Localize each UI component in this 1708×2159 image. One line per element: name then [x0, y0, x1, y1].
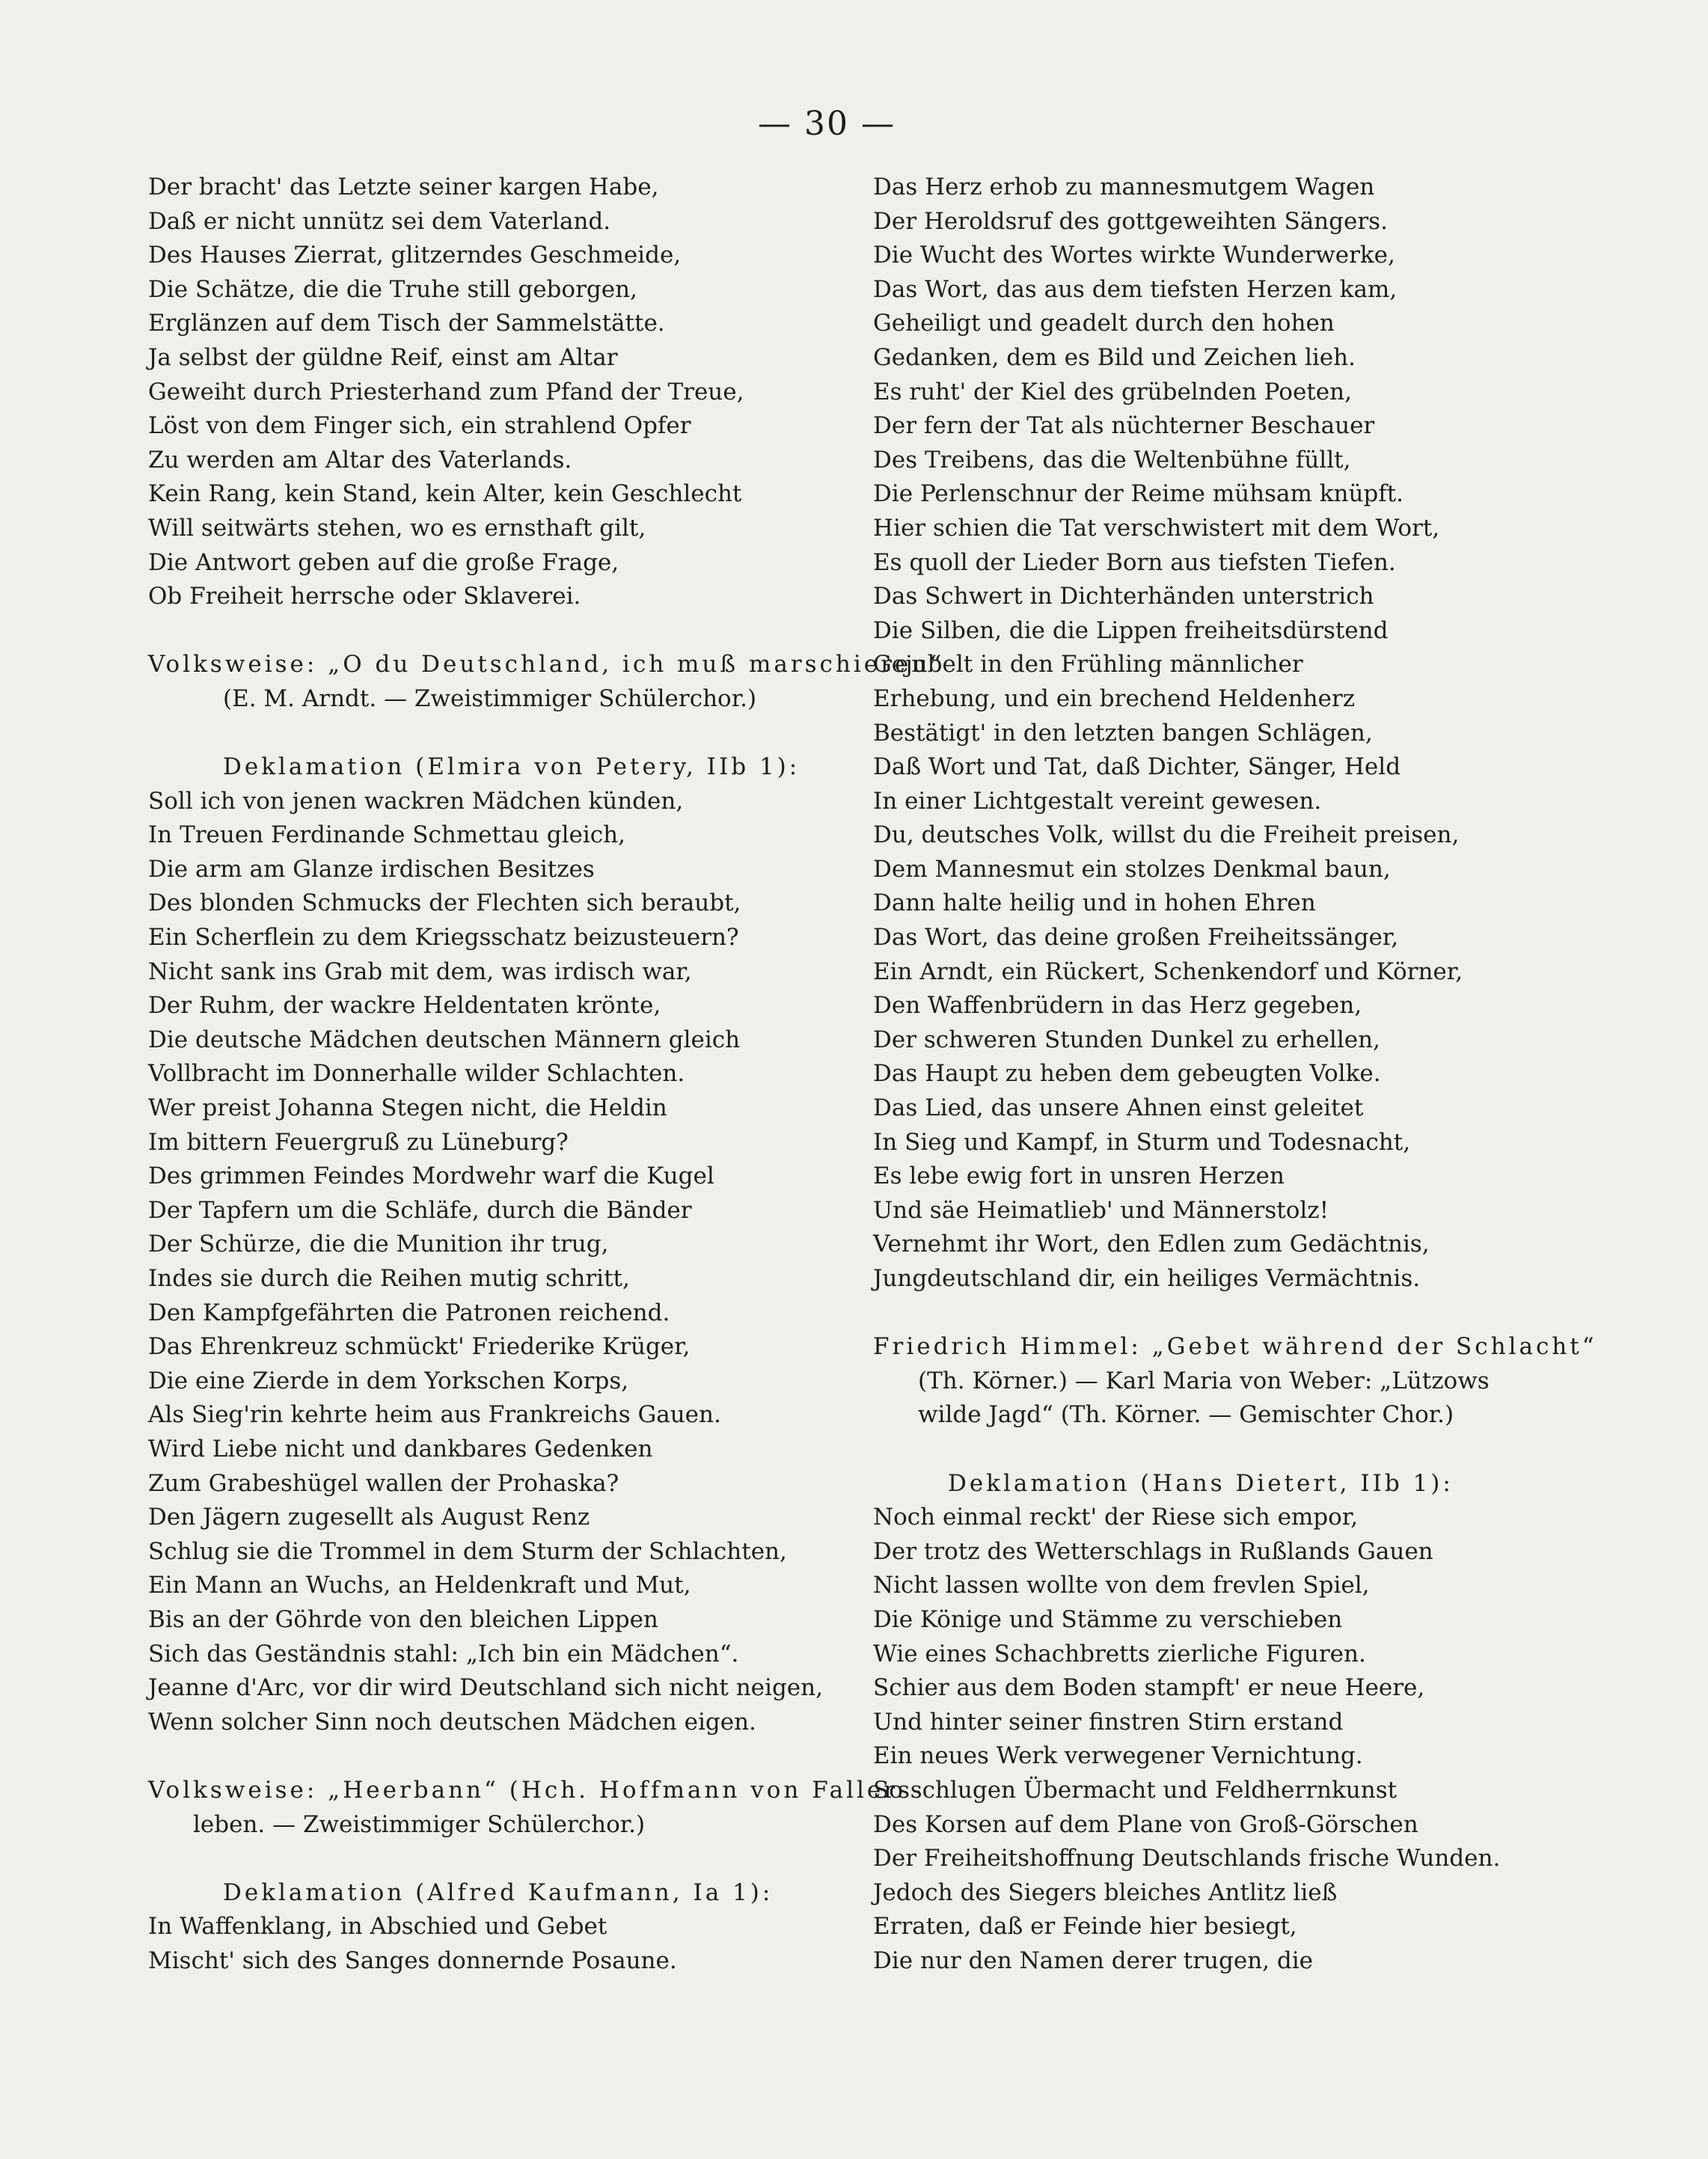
text-line: Der Heroldsruf des gottgeweihten Sängers. — [873, 207, 1388, 235]
text-line: Die nur den Namen derer trugen, die — [873, 1947, 1313, 1974]
text-line: Des Treibens, das die Weltenbühne füllt, — [873, 446, 1351, 474]
text-line: Gejubelt in den Frühling männlicher — [873, 651, 1303, 679]
right-declamation — [873, 1501, 1606, 1978]
text-line: So schlugen Übermacht und Feldherrnkunst — [873, 1776, 1398, 1804]
text-line: Geheiligt und geadelt durch den hohen — [873, 310, 1335, 337]
text-line: Es quoll der Lieder Born aus tiefsten Tiefen. — [873, 548, 1396, 576]
text-line: Das Schwert in Dichterhänden unterstrich — [873, 583, 1374, 610]
text-line: Der trotz des Wetterschlags in Rußlands Gauen — [873, 1537, 1433, 1565]
text-line: Sich das Geständnis stahl: „Ich bin ein Mädchen“. — [148, 1640, 739, 1668]
text-line: Wenn solcher Sinn noch deutschen Mädchen eigen. — [148, 1708, 756, 1736]
text-line: Vernehmt ihr Wort, den Edlen zum Gedächtnis, — [873, 1231, 1430, 1258]
text-line: In Treuen Ferdinande Schmettau gleich, — [148, 821, 625, 849]
text-line: Zum Grabeshügel wallen der Prohaska? — [148, 1469, 619, 1497]
text-line: Bestätigt' in den letzten bangen Schlägen, — [873, 719, 1373, 747]
text-line: In Waffenklang, in Abschied und Gebet — [148, 1913, 607, 1941]
text-line: Ein Scherflein zu dem Kriegsschatz beizusteuern? — [148, 924, 739, 952]
text-line: Volksweise: „O du Deutschland, ich muß marschieren“ — [148, 651, 945, 679]
text-line: Den Jägern zugesellt als August Renz — [148, 1504, 590, 1531]
spacer — [148, 1739, 881, 1774]
text-line: Löst von dem Finger sich, ein strahlend Opfer — [148, 412, 691, 440]
text-line: Der Ruhm, der wackre Heldentaten krönte, — [148, 992, 661, 1020]
text-line: Das Wort, das deine großen Freiheitssänger, — [873, 924, 1399, 952]
text-line: Nicht sank ins Grab mit dem, was irdisch war, — [148, 958, 692, 985]
text-line: Des blonden Schmucks der Flechten sich beraubt, — [148, 889, 741, 917]
text-line: Erraten, daß er Feinde hier besiegt, — [873, 1913, 1297, 1941]
left-declamation-1-heading: Deklamation (Elmira von Petery, IIb 1): — [223, 753, 801, 781]
text-line: Du, deutsches Volk, willst du die Freiheit preisen, — [873, 821, 1460, 849]
text-line: Gedanken, dem es Bild und Zeichen lieh. — [873, 343, 1356, 371]
text-line: Hier schien die Tat verschwistert mit dem Wort, — [873, 514, 1440, 542]
text-line: Des Hauses Zierrat, glitzerndes Geschmeide, — [148, 242, 682, 269]
text-line: Des Korsen auf dem Plane von Groß-Görschen — [873, 1810, 1418, 1838]
text-line: Erglänzen auf dem Tisch der Sammelstätte. — [148, 310, 665, 337]
text-line: Friedrich Himmel: „Gebet während der Schlacht“ — [873, 1333, 1597, 1361]
text-line: Der Schürze, die die Munition ihr trug, — [148, 1231, 609, 1258]
text-line: Des grimmen Feindes Mordwehr warf die Kugel — [148, 1163, 714, 1190]
left-song-1 — [148, 648, 945, 716]
text-line: Den Waffenbrüdern in das Herz gegeben, — [873, 992, 1362, 1020]
left-declamation-2 — [148, 1910, 881, 1978]
spacer — [148, 614, 881, 649]
left-column — [148, 171, 945, 1978]
text-line: (Th. Körner.) — Karl Maria von Weber: „Lützows — [918, 1367, 1490, 1394]
text-line: Ein neues Werk verwegener Vernichtung. — [873, 1742, 1363, 1770]
text-line: Das Haupt zu heben dem gebeugten Volke. — [873, 1060, 1381, 1088]
text-line: Geweiht durch Priesterhand zum Pfand der Treue, — [148, 378, 744, 405]
text-line: Die Perlenschnur der Reime mühsam knüpft. — [873, 480, 1404, 508]
text-line: Dem Mannesmut ein stolzes Denkmal baun, — [873, 855, 1391, 883]
text-line: Ja selbst der güldne Reif, einst am Altar — [148, 343, 618, 371]
text-line: Vollbracht im Donnerhalle wilder Schlachten. — [148, 1060, 685, 1088]
left-song-2 — [148, 1774, 924, 1842]
text-line: Indes sie durch die Reihen mutig schritt, — [148, 1265, 630, 1292]
text-line: Wird Liebe nicht und dankbares Gedenken — [148, 1435, 653, 1463]
text-line: Und säe Heimatlieb' und Männerstolz! — [873, 1196, 1329, 1224]
text-line: Schlug sie die Trommel in dem Sturm der Schlachten, — [148, 1537, 787, 1565]
right-column — [873, 171, 1606, 1978]
spacer — [148, 717, 881, 751]
text-line: Volksweise: „Heerbann“ (Hch. Hoffmann von Fallers- — [148, 1776, 924, 1804]
text-line: Es lebe ewig fort in unsren Herzen — [873, 1163, 1285, 1190]
text-line: Ein Arndt, ein Rückert, Schenkendorf und Körner, — [873, 958, 1463, 985]
text-line: Ein Mann an Wuchs, an Heldenkraft und Mut, — [148, 1572, 691, 1599]
text-line: Das Lied, das unsere Ahnen einst geleitet — [873, 1094, 1364, 1122]
text-line: Es ruht' der Kiel des grübelnden Poeten, — [873, 378, 1352, 405]
text-line: Erhebung, und ein brechend Heldenherz — [873, 685, 1356, 712]
text-line: Will seitwärts stehen, wo es ernsthaft gilt, — [148, 514, 646, 542]
text-line: Die eine Zierde in dem Yorkschen Korps, — [148, 1367, 629, 1394]
text-line: Dann halte heilig und in hohen Ehren — [873, 889, 1316, 917]
text-line: Der fern der Tat als nüchterner Beschauer — [873, 412, 1375, 440]
text-line: Den Kampfgefährten die Patronen reichend. — [148, 1299, 670, 1326]
text-line: Soll ich von jenen wackren Mädchen künden, — [148, 787, 684, 815]
text-line: Jedoch des Siegers bleiches Antlitz ließ — [873, 1878, 1338, 1906]
left-stanza-1 — [148, 171, 881, 614]
text-line: Zu werden am Altar des Vaterlands. — [148, 446, 572, 474]
text-line: Die Schätze, die die Truhe still geborgen, — [148, 275, 637, 303]
text-line: Ob Freiheit herrsche oder Sklaverei. — [148, 583, 581, 610]
right-song-1 — [873, 1330, 1606, 1433]
text-line: Jungdeutschland dir, ein heiliges Vermächtnis. — [873, 1265, 1421, 1292]
spacer — [148, 1842, 881, 1876]
text-line: Der Tapfern um die Schläfe, durch die Bänder — [148, 1196, 692, 1224]
text-line: (E. M. Arndt. — Zweistimmiger Schülerchor.) — [223, 685, 757, 712]
text-line: Daß Wort und Tat, daß Dichter, Sänger, Held — [873, 753, 1401, 781]
text-line: Noch einmal reckt' der Riese sich empor, — [873, 1504, 1359, 1531]
spacer — [873, 1296, 1606, 1331]
text-line: Mischt' sich des Sanges donnernde Posaune. — [148, 1947, 677, 1974]
right-stanza-1 — [873, 171, 1606, 1296]
text-line: Bis an der Göhrde von den bleichen Lippen — [148, 1605, 658, 1633]
text-line: In Sieg und Kampf, in Sturm und Todesnacht, — [873, 1128, 1411, 1156]
text-line: Jeanne d'Arc, vor dir wird Deutschland sich nicht neigen, — [148, 1674, 823, 1702]
text-line: Die Könige und Stämme zu verschieben — [873, 1605, 1343, 1633]
text-line: leben. — Zweistimmiger Schülerchor.) — [193, 1810, 646, 1838]
text-line: Die Silben, die die Lippen freiheitsdürstend — [873, 616, 1389, 644]
text-line: Das Ehrenkreuz schmückt' Friederike Krüger, — [148, 1333, 691, 1361]
text-line: wilde Jagd“ (Th. Körner. — Gemischter Chor.) — [918, 1401, 1454, 1429]
left-declamation-1 — [148, 785, 881, 1740]
page-number: — 30 — — [758, 105, 896, 143]
text-line: Daß er nicht unnütz sei dem Vaterland. — [148, 207, 611, 235]
text-line: Nicht lassen wollte von dem frevlen Spiel, — [873, 1572, 1370, 1599]
text-line: Das Wort, das aus dem tiefsten Herzen kam, — [873, 275, 1398, 303]
text-line: Das Herz erhob zu mannesmutgem Wagen — [873, 174, 1375, 200]
text-line: Die Wucht des Wortes wirkte Wunderwerke, — [873, 242, 1395, 269]
text-line: Der Freiheitshoffnung Deutschlands frische Wunden. — [873, 1845, 1501, 1872]
right-declamation-heading: Deklamation (Hans Dietert, IIb 1): — [948, 1469, 1454, 1497]
text-line: Der bracht' das Letzte seiner kargen Habe, — [148, 174, 659, 200]
text-line: Die deutsche Mädchen deutschen Männern gleich — [148, 1026, 741, 1053]
text-line: Die Antwort geben auf die große Frage, — [148, 548, 619, 576]
text-line: Wie eines Schachbretts zierliche Figuren. — [873, 1640, 1366, 1668]
text-line: Und hinter seiner finstren Stirn erstand — [873, 1708, 1344, 1736]
left-declamation-2-heading: Deklamation (Alfred Kaufmann, Ia 1): — [223, 1878, 774, 1906]
text-line: Die arm am Glanze irdischen Besitzes — [148, 855, 595, 883]
spacer — [873, 1433, 1606, 1467]
text-line: Schier aus dem Boden stampft' er neue Heere, — [873, 1674, 1425, 1702]
text-line: Als Sieg'rin kehrte heim aus Frankreichs Gauen. — [148, 1401, 721, 1429]
text-line: Kein Rang, kein Stand, kein Alter, kein Geschlecht — [148, 480, 742, 508]
text-line: Im bittern Feuergruß zu Lüneburg? — [148, 1128, 569, 1156]
text-line: Der schweren Stunden Dunkel zu erhellen, — [873, 1026, 1380, 1053]
text-line: In einer Lichtgestalt vereint gewesen. — [873, 787, 1322, 815]
text-line: Wer preist Johanna Stegen nicht, die Heldin — [148, 1094, 667, 1122]
